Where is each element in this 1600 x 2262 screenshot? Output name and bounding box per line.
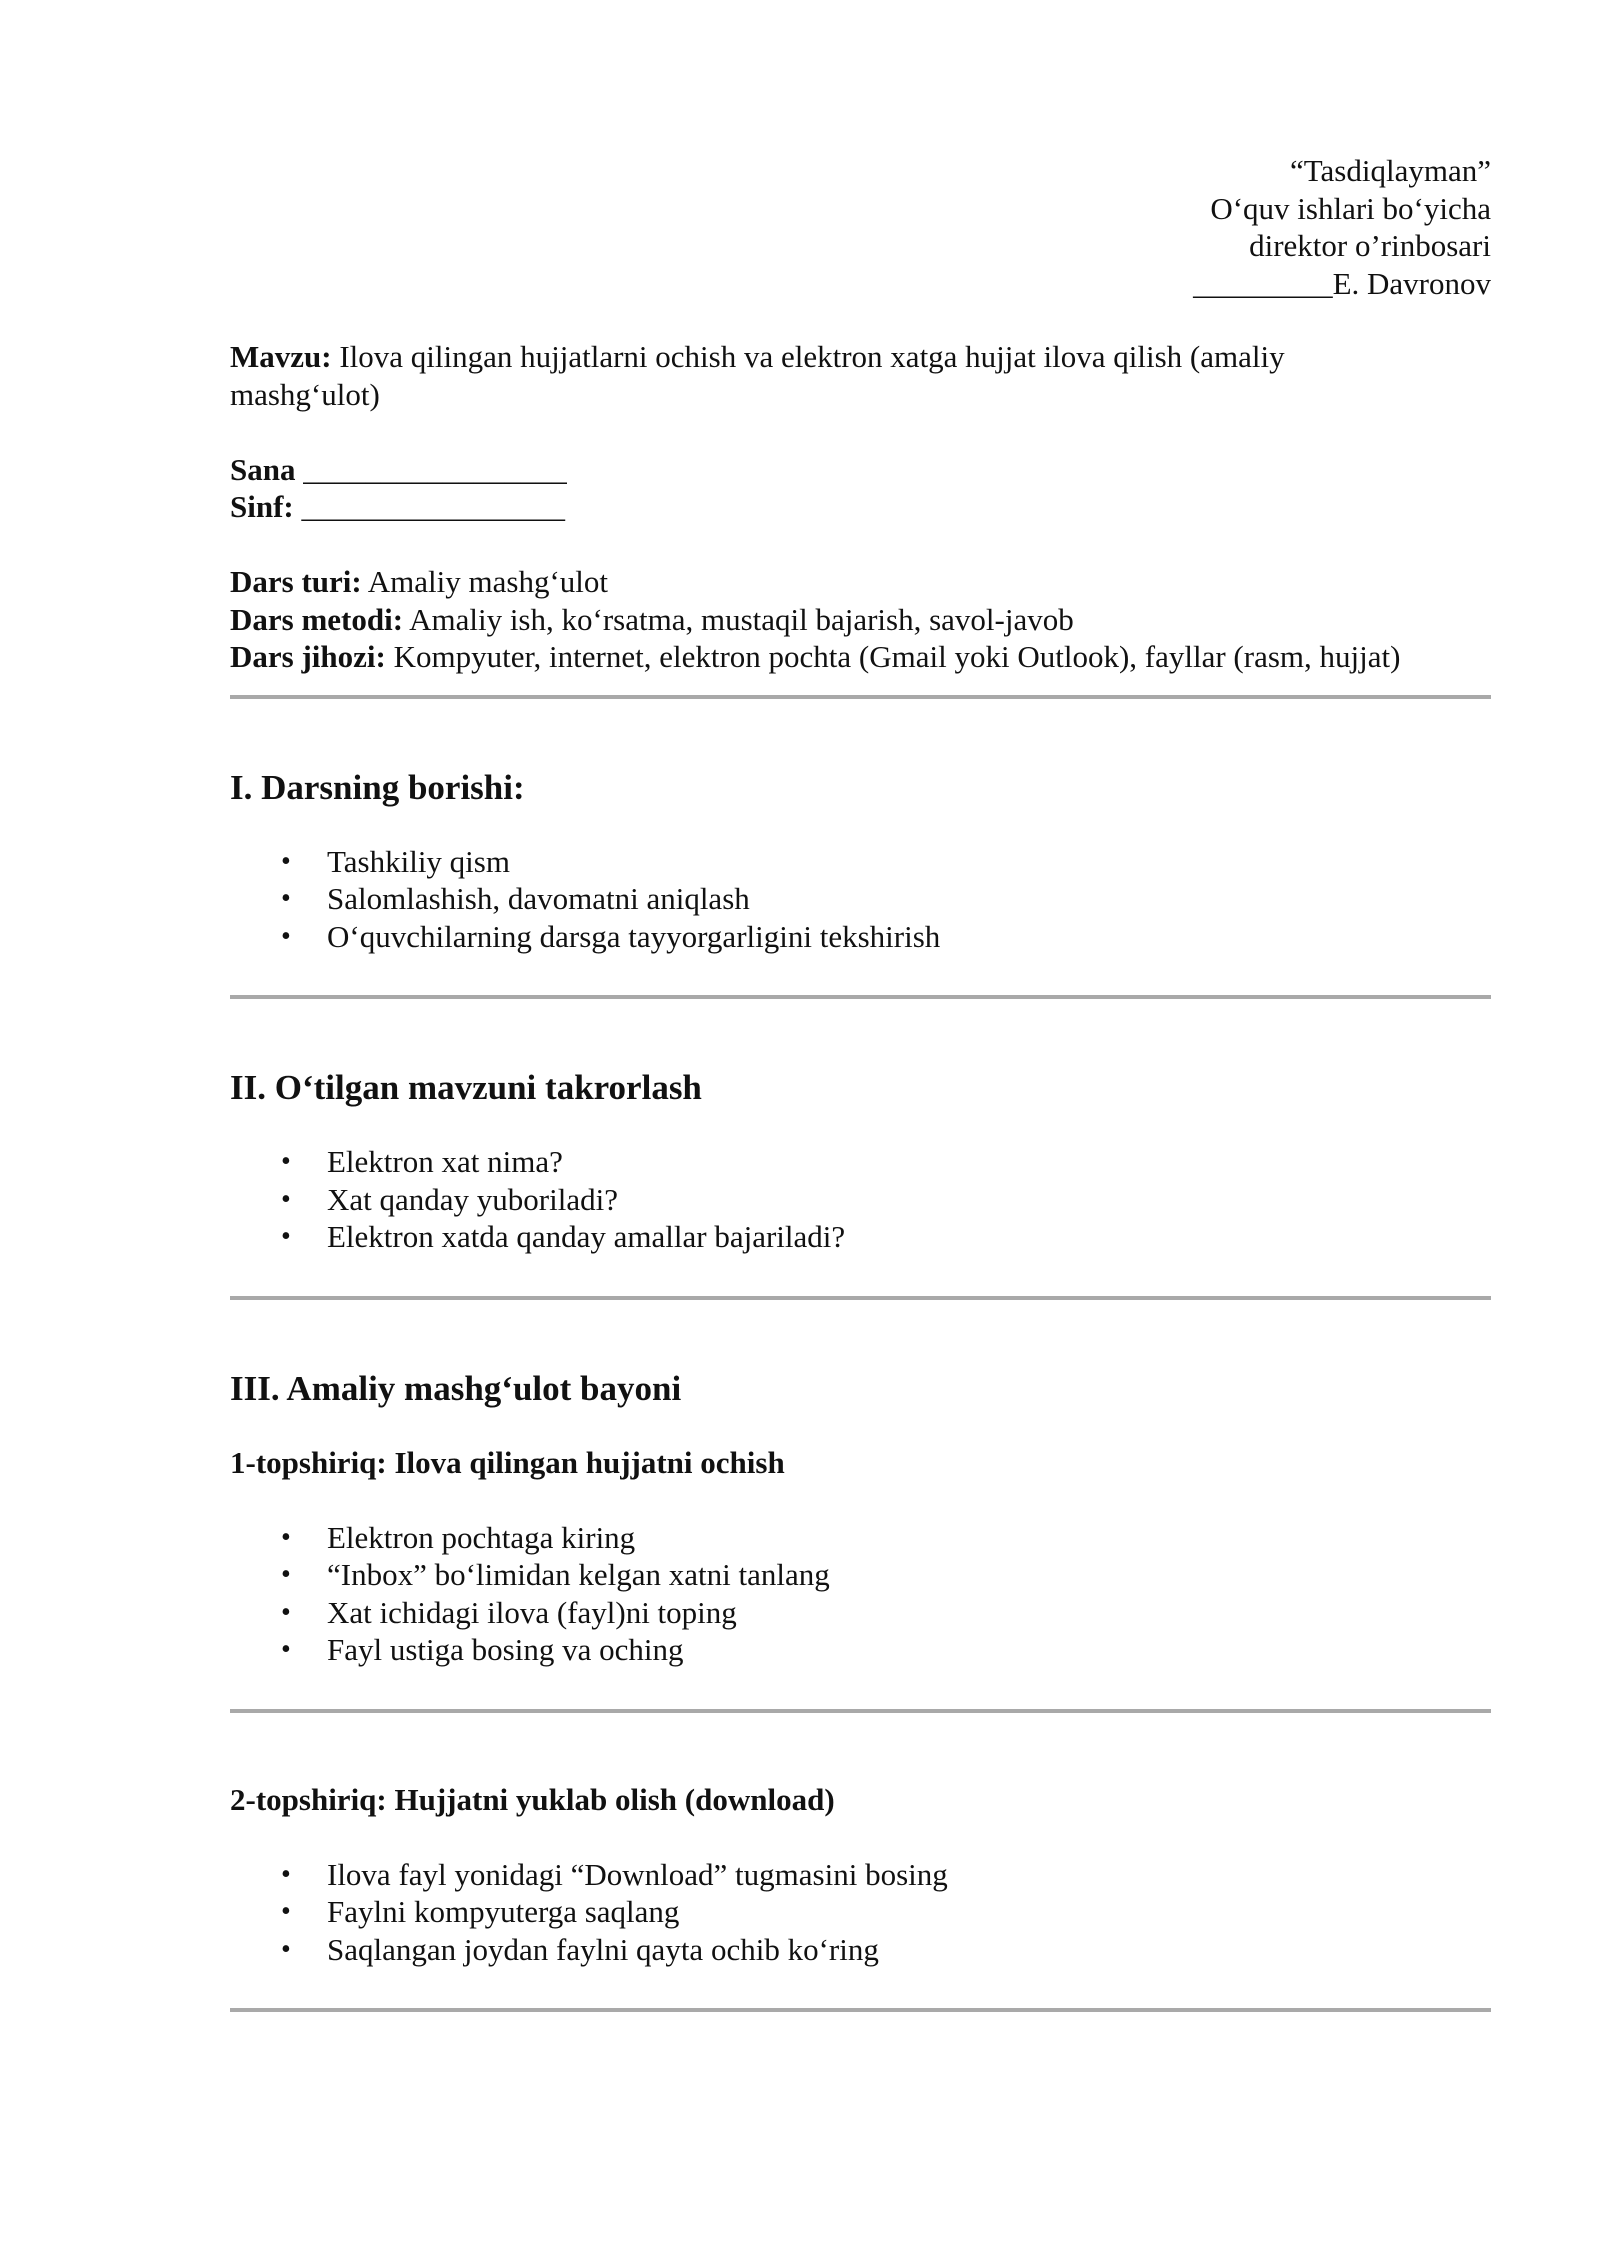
approval-title: “Tasdiqlayman” bbox=[1290, 153, 1491, 188]
bullet-icon: • bbox=[281, 1521, 291, 1553]
list-item: • Elektron pochtaga kiring bbox=[281, 1519, 636, 1555]
lesson-type-line bbox=[230, 563, 1491, 601]
date-line bbox=[230, 451, 1491, 489]
list-item: • Elektron xat nima? bbox=[281, 1144, 563, 1179]
lesson-equipment-line bbox=[230, 638, 1491, 676]
divider bbox=[230, 2008, 1491, 2012]
lesson-method-line bbox=[230, 601, 1491, 639]
bullet-icon: • bbox=[281, 1183, 291, 1215]
list-item: • Fayl ustiga bosing va oching bbox=[281, 1632, 684, 1667]
list-item: • Elektron xatda qanday amallar bajariladi? bbox=[281, 1219, 846, 1254]
bullet-icon: • bbox=[281, 845, 291, 877]
lesson-equipment-value: Kompyuter, internet, elektron pochta (Gmail yoki Outlook), fayllar (rasm, hujjat) bbox=[385, 639, 1401, 674]
class-blank: _________________ bbox=[293, 489, 565, 524]
list-item: • Salomlashish, davomatni aniqlash bbox=[281, 881, 750, 916]
section-1-title: I. Darsning borishi: bbox=[230, 767, 525, 807]
bullet-icon: • bbox=[281, 1596, 291, 1628]
bullet-icon: • bbox=[281, 1634, 291, 1665]
class-line bbox=[230, 488, 1491, 526]
list-item: • Xat ichidagi ilova (fayl)ni toping bbox=[281, 1594, 737, 1630]
task-1-list bbox=[230, 1519, 1491, 1669]
task-2-title: 2-topshiriq: Hujjatni yuklab olish (download) bbox=[230, 1781, 835, 1817]
approval-role: direktor o’rinbosari bbox=[1249, 228, 1491, 263]
section-2-list bbox=[230, 1143, 1491, 1256]
date-blank: _________________ bbox=[295, 451, 567, 487]
lesson-method-value: Amaliy ish, ko‘rsatma, mustaqil bajarish, savol-javob bbox=[403, 601, 1074, 637]
section-3-title: III. Amaliy mashg‘ulot bayoni bbox=[230, 1368, 682, 1408]
bullet-icon: • bbox=[281, 920, 291, 952]
bullet-icon: • bbox=[281, 1221, 291, 1252]
list-item: • Ilova fayl yonidagi “Download” tugmasini bosing bbox=[281, 1856, 948, 1892]
lesson-equipment-label: Dars jihozi: bbox=[230, 639, 386, 674]
section-2-title: II. O‘tilgan mavzuni takrorlash bbox=[230, 1068, 702, 1107]
list-item: • Xat qanday yuboriladi? bbox=[281, 1181, 618, 1217]
task-1-title: 1-topshiriq: Ilova qilingan hujjatni ochish bbox=[230, 1444, 785, 1480]
bullet-icon: • bbox=[281, 1559, 291, 1590]
approval-position: O‘quv ishlari bo‘yicha bbox=[1210, 190, 1491, 226]
list-item: • Faylni kompyuterga saqlang bbox=[281, 1894, 680, 1929]
section-1-list bbox=[230, 843, 1491, 956]
list-item: • O‘quvchilarning darsga tayyorgarligini tekshirish bbox=[281, 918, 941, 954]
lesson-type-value: Amaliy mashg‘ulot bbox=[361, 564, 608, 599]
list-item: • “Inbox” bo‘limidan kelgan xatni tanlang bbox=[281, 1557, 830, 1592]
lesson-type-label: Dars turi: bbox=[230, 564, 362, 599]
date-label: Sana bbox=[230, 451, 296, 487]
topic-line-2: mashg‘ulot) bbox=[230, 376, 380, 412]
bullet-icon: • bbox=[281, 883, 291, 914]
lesson-method-label: Dars metodi: bbox=[230, 601, 404, 637]
approval-block bbox=[1193, 152, 1491, 302]
topic-line bbox=[230, 338, 1491, 376]
topic-label: Mavzu: bbox=[230, 339, 332, 374]
bullet-icon: • bbox=[281, 1858, 291, 1890]
approval-signature: _________E. Davronov bbox=[1193, 265, 1491, 301]
list-item: • Saqlangan joydan faylni qayta ochib ko‘ring bbox=[281, 1931, 879, 1967]
list-item: • Tashkiliy qism bbox=[281, 843, 510, 879]
task-2-list bbox=[230, 1856, 1491, 1969]
bullet-icon: • bbox=[281, 1896, 291, 1927]
class-label: Sinf: bbox=[230, 489, 294, 524]
bullet-icon: • bbox=[281, 1146, 291, 1177]
lesson-content bbox=[230, 338, 1491, 2012]
topic-text: Ilova qilingan hujjatlarni ochish va elektron xatga hujjat ilova qilish (amaliy bbox=[331, 339, 1285, 374]
bullet-icon: • bbox=[281, 1933, 291, 1965]
